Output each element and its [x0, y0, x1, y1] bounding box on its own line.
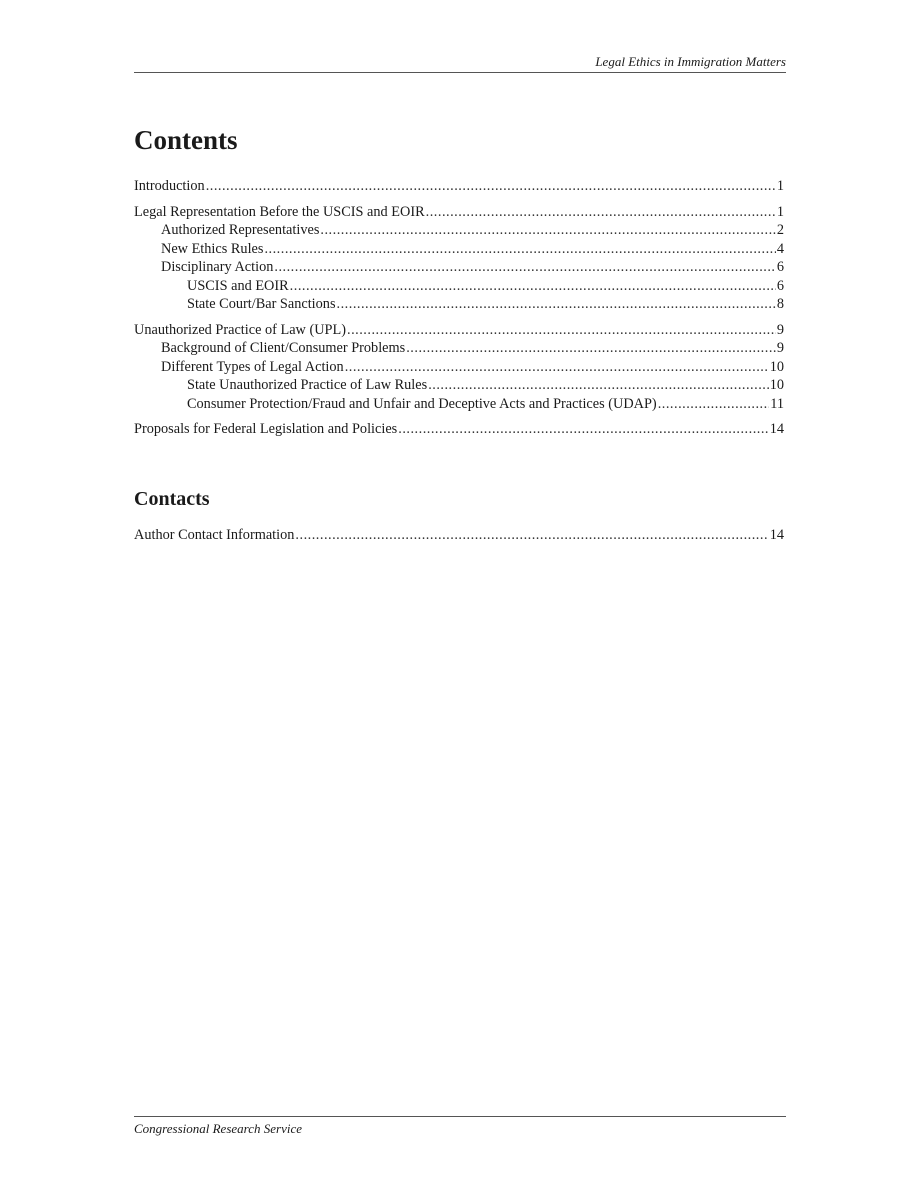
dot-leader: [264, 240, 775, 259]
toc-entry-label: Disciplinary Action: [161, 259, 274, 275]
toc-entry-page: 11: [770, 395, 784, 412]
toc-entry-page: 2: [776, 222, 784, 238]
contacts-list: [134, 526, 784, 545]
dot-leader: [398, 420, 768, 439]
toc-entry-label: Consumer Protection/Fraud and Unfair and Deceptive Acts and Practices (UDAP): [187, 395, 657, 412]
toc-entry-uscis-and-eoir[interactable]: [134, 277, 784, 296]
toc-entry-page: 8: [776, 296, 784, 312]
dot-leader: [274, 258, 775, 277]
toc-entry-background-client-problems[interactable]: [134, 339, 784, 358]
contacts-heading: Contacts: [134, 488, 210, 510]
toc-entry-page: 1: [776, 203, 784, 220]
toc-entry-disciplinary-action[interactable]: [134, 258, 784, 277]
toc-entry-page: 1: [776, 178, 784, 194]
toc-entry-page: 6: [776, 259, 784, 275]
toc-entry-unauthorized-practice-of-law[interactable]: [134, 321, 784, 340]
running-header: Legal Ethics in Immigration Matters: [134, 54, 786, 73]
contents-heading: Contents: [134, 125, 238, 155]
toc-entry-author-contact[interactable]: [134, 526, 784, 545]
toc-entry-label: Background of Client/Consumer Problems: [161, 340, 406, 356]
toc-entry-new-ethics-rules[interactable]: [134, 240, 784, 259]
toc-entry-label: New Ethics Rules: [161, 240, 264, 257]
toc-entry-page: 6: [776, 277, 784, 294]
toc-entry-label: Introduction: [134, 178, 205, 194]
toc-entry-label: USCIS and EOIR: [187, 277, 289, 294]
toc-entry-label: Proposals for Federal Legislation and Policies: [134, 421, 398, 437]
toc-entry-consumer-protection-udap[interactable]: [134, 395, 784, 414]
toc-entry-different-types-legal-action[interactable]: [134, 358, 784, 377]
toc-entry-label: Different Types of Legal Action: [161, 358, 344, 375]
toc-entry-page: 9: [776, 340, 784, 356]
dot-leader: [337, 295, 776, 314]
toc-entry-legal-representation[interactable]: [134, 203, 784, 222]
toc-entry-label: Unauthorized Practice of Law (UPL): [134, 321, 346, 338]
toc-entry-label: Authorized Representatives: [161, 222, 320, 238]
toc-entry-authorized-representatives[interactable]: [134, 221, 784, 240]
toc-entry-page: 4: [776, 240, 784, 257]
dot-leader: [428, 376, 769, 395]
toc-entry-proposals-federal-legislation[interactable]: [134, 420, 784, 439]
page-footer: Congressional Research Service: [134, 1116, 786, 1137]
toc-entry-label: State Court/Bar Sanctions: [187, 296, 336, 312]
toc-entry-page: 10: [769, 358, 784, 375]
dot-leader: [658, 395, 770, 414]
toc-entry-introduction[interactable]: [134, 177, 784, 196]
dot-leader: [206, 177, 776, 196]
toc-entry-page: 9: [776, 321, 784, 338]
dot-leader: [426, 203, 776, 222]
dot-leader: [347, 321, 776, 340]
toc-entry-state-upl-rules[interactable]: [134, 376, 784, 395]
toc-entry-state-court-bar-sanctions[interactable]: [134, 295, 784, 314]
dot-leader: [345, 358, 769, 377]
toc-entry-label: Author Contact Information: [134, 527, 295, 543]
toc-entry-page: 10: [769, 377, 784, 393]
toc-entry-label: State Unauthorized Practice of Law Rules: [187, 377, 428, 393]
toc-entry-page: 14: [769, 527, 784, 543]
dot-leader: [406, 339, 776, 358]
dot-leader: [290, 277, 776, 296]
table-of-contents: [134, 177, 784, 439]
toc-entry-page: 14: [769, 421, 784, 437]
toc-entry-label: Legal Representation Before the USCIS and EOIR: [134, 203, 425, 220]
dot-leader: [320, 221, 775, 240]
dot-leader: [295, 526, 768, 545]
